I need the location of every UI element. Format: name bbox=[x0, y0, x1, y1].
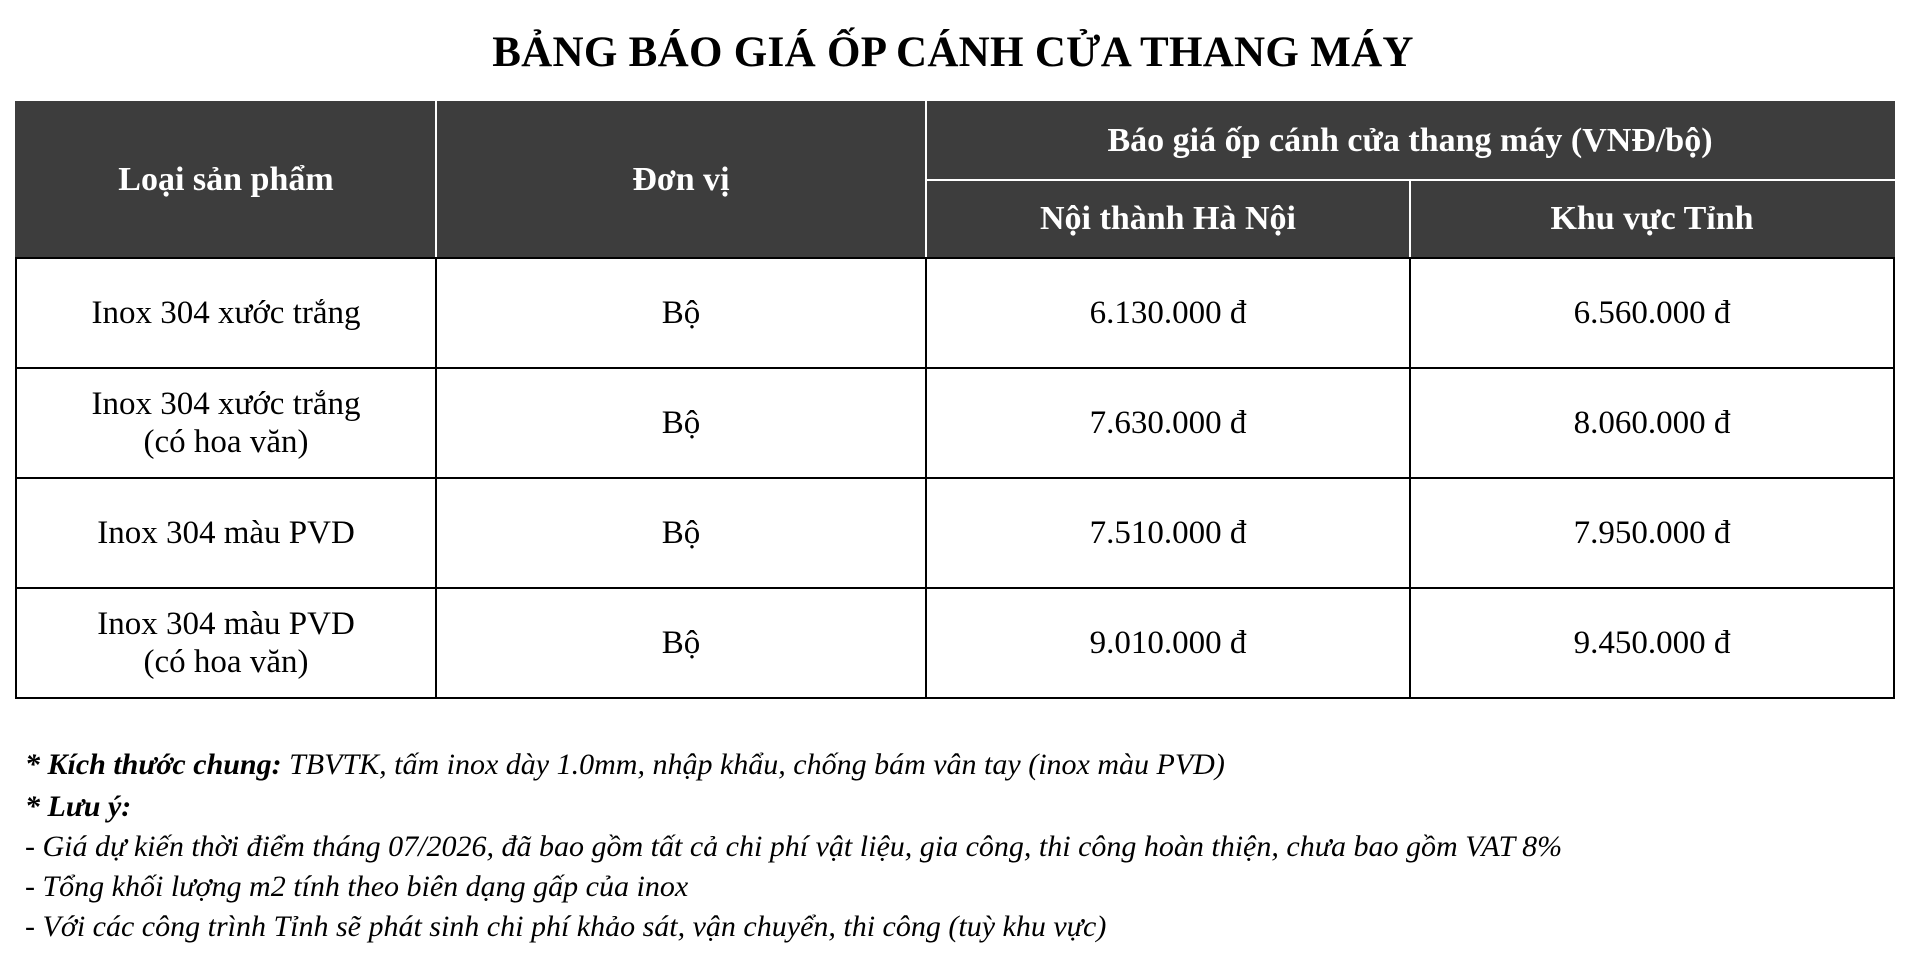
header-hanoi: Nội thành Hà Nội bbox=[926, 180, 1410, 258]
price-table bbox=[15, 101, 1895, 699]
notes-section bbox=[25, 745, 1885, 947]
note-item: - Giá dự kiến thời điểm tháng 07/2026, đã bao gồm tất cả chi phí vật liệu, gia công, thi công hoàn thiện, chưa bao gồm VAT 8% bbox=[25, 830, 1563, 863]
cell-price-province: 7.950.000 đ bbox=[1410, 478, 1894, 588]
table-row bbox=[16, 368, 1894, 478]
size-note-text: TBVTK, tấm inox dày 1.0mm, nhập khẩu, chống bám vân tay (inox màu PVD) bbox=[281, 748, 1225, 781]
cell-unit: Bộ bbox=[436, 478, 926, 588]
cell-price-hanoi: 7.510.000 đ bbox=[926, 478, 1410, 588]
cell-price-province: 6.560.000 đ bbox=[1410, 258, 1894, 368]
cell-price-hanoi: 6.130.000 đ bbox=[926, 258, 1410, 368]
page-title: BẢNG BÁO GIÁ ỐP CÁNH CỬA THANG MÁY bbox=[492, 29, 1414, 76]
table-row bbox=[16, 588, 1894, 698]
cell-price-province: 8.060.000 đ bbox=[1410, 368, 1894, 478]
cell-product: Inox 304 xước trắng bbox=[16, 258, 436, 368]
caution-label: * Lưu ý: bbox=[25, 790, 132, 823]
cell-price-province: 9.450.000 đ bbox=[1410, 588, 1894, 698]
size-note-label: * Kích thước chung: bbox=[25, 748, 282, 781]
note-item: - Với các công trình Tỉnh sẽ phát sinh chi phí khảo sát, vận chuyển, thi công (tuỳ khu vực) bbox=[25, 910, 1107, 943]
header-unit: Đơn vị bbox=[436, 102, 926, 258]
cell-product: Inox 304 màu PVD bbox=[16, 478, 436, 588]
cell-price-hanoi: 9.010.000 đ bbox=[926, 588, 1410, 698]
cell-unit: Bộ bbox=[436, 588, 926, 698]
size-note bbox=[25, 745, 1885, 785]
note-item: - Tổng khối lượng m2 tính theo biên dạng gấp của inox bbox=[25, 870, 689, 903]
table-header bbox=[16, 102, 1894, 258]
cell-product: Inox 304 xước trắng (có hoa văn) bbox=[16, 368, 436, 478]
header-province: Khu vực Tỉnh bbox=[1410, 180, 1894, 258]
header-product: Loại sản phẩm bbox=[16, 102, 436, 258]
cell-unit: Bộ bbox=[436, 258, 926, 368]
table-row bbox=[16, 258, 1894, 368]
cell-unit: Bộ bbox=[436, 368, 926, 478]
cell-product: Inox 304 màu PVD (có hoa văn) bbox=[16, 588, 436, 698]
cell-price-hanoi: 7.630.000 đ bbox=[926, 368, 1410, 478]
table-row bbox=[16, 478, 1894, 588]
header-price-group: Báo giá ốp cánh cửa thang máy (VNĐ/bộ) bbox=[926, 102, 1894, 180]
